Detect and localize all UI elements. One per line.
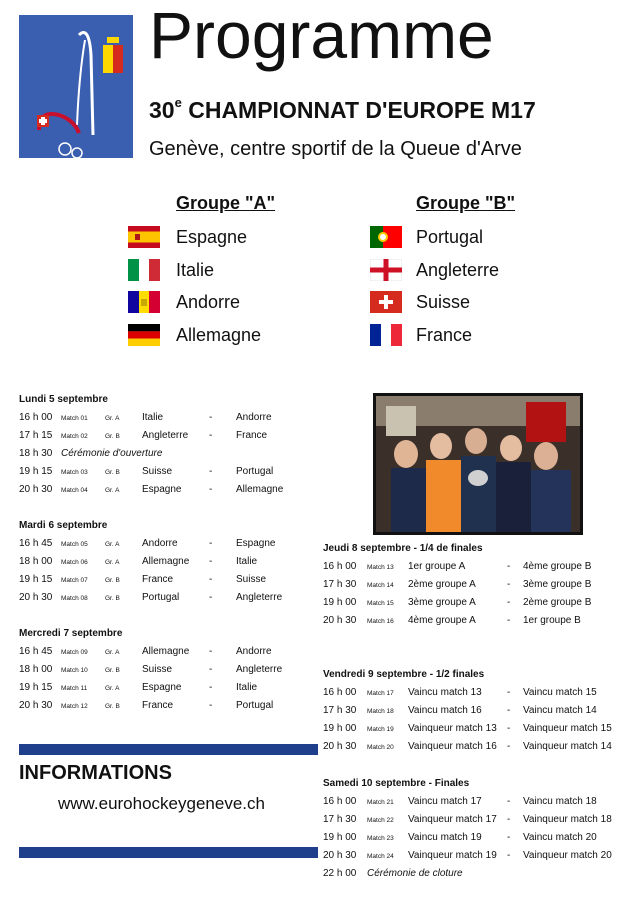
match-home: Vaincu match 16 — [408, 705, 482, 716]
match-separator: - — [507, 796, 511, 807]
andorra-flag-icon — [128, 291, 160, 313]
match-time: 20 h 30 — [19, 592, 53, 603]
match-away: 2ème groupe B — [523, 597, 592, 608]
match-separator: - — [209, 430, 213, 441]
day-heading: Jeudi 8 septembre - 1/4 de finales — [323, 543, 483, 554]
match-home: Vainqueur match 19 — [408, 850, 497, 861]
championship-subtitle: 30e CHAMPIONNAT D'EUROPE M17 — [149, 95, 536, 123]
match-time: 18 h 00 — [19, 664, 53, 675]
match-separator: - — [507, 741, 511, 752]
match-separator: - — [209, 538, 213, 549]
group-a-team: Espagne — [176, 227, 248, 247]
match-home: France — [142, 700, 174, 711]
match-away: Portugal — [236, 700, 274, 711]
match-number: Match 11 — [61, 685, 88, 692]
match-away: Angleterre — [236, 664, 283, 675]
match-separator: - — [209, 700, 213, 711]
match-home: Portugal — [142, 592, 180, 603]
match-time: 16 h 45 — [19, 538, 53, 549]
match-time: 20 h 30 — [19, 484, 53, 495]
match-time: 17 h 30 — [323, 705, 357, 716]
match-away: Italie — [236, 556, 258, 567]
match-away: Vaincu match 18 — [523, 796, 597, 807]
match-number: Match 07 — [61, 577, 88, 584]
match-separator: - — [209, 466, 213, 477]
match-separator: - — [209, 484, 213, 495]
match-home: Suisse — [142, 664, 173, 675]
match-group: Gr. B — [105, 433, 120, 440]
match-group: Gr. B — [105, 595, 120, 602]
group-b-team: France — [416, 325, 473, 345]
match-away: Vainqueur match 15 — [523, 723, 612, 734]
match-away: France — [236, 430, 268, 441]
group-b-team: Suisse — [416, 292, 471, 312]
divider-bar — [19, 744, 318, 755]
match-separator: - — [507, 850, 511, 861]
match-home: Allemagne — [142, 556, 190, 567]
match-number: Match 04 — [61, 487, 88, 494]
match-time: 16 h 00 — [323, 687, 357, 698]
match-time: 19 h 15 — [19, 574, 53, 585]
match-time: 16 h 00 — [323, 796, 357, 807]
match-time: 16 h 45 — [19, 646, 53, 657]
match-time: 20 h 30 — [323, 741, 357, 752]
group-b-title: Groupe "B" — [416, 193, 516, 213]
match-number: Match 08 — [61, 595, 88, 602]
match-number: Match 14 — [367, 582, 394, 589]
match-number: Match 09 — [61, 649, 88, 656]
team-photo — [373, 393, 583, 535]
match-group: Gr. A — [105, 487, 120, 494]
match-home: Vaincu match 19 — [408, 832, 482, 843]
match-away: Vainqueur match 18 — [523, 814, 612, 825]
match-time: 20 h 30 — [323, 615, 357, 626]
venue: Genève, centre sportif de la Queue d'Arve — [149, 138, 522, 160]
match-separator: - — [209, 592, 213, 603]
spain-flag-icon — [128, 226, 160, 248]
match-home: 4ème groupe A — [408, 615, 476, 626]
match-number: Match 16 — [367, 618, 394, 625]
logo-graphic — [19, 15, 133, 158]
match-group: Gr. A — [105, 541, 120, 548]
match-number: Match 03 — [61, 469, 88, 476]
match-number: Match 06 — [61, 559, 88, 566]
match-home: 1er groupe A — [408, 561, 466, 572]
match-number: Match 15 — [367, 600, 394, 607]
portugal-flag-icon — [370, 226, 402, 248]
group-a-team: Andorre — [176, 292, 241, 312]
match-number: Match 19 — [367, 726, 394, 733]
match-number: Match 10 — [61, 667, 88, 674]
group-a-team: Allemagne — [176, 325, 262, 345]
match-home: Andorre — [142, 538, 178, 549]
match-away: Vaincu match 15 — [523, 687, 597, 698]
group-b-team: Angleterre — [416, 260, 500, 280]
info-title: INFORMATIONS — [19, 762, 172, 784]
match-home: Suisse — [142, 466, 173, 477]
match-away: Portugal — [236, 466, 274, 477]
england-flag-icon — [370, 259, 402, 281]
match-away: Suisse — [236, 574, 267, 585]
match-away: Allemagne — [236, 484, 284, 495]
match-home: Espagne — [142, 682, 182, 693]
divider-bar — [19, 847, 318, 858]
match-time: 17 h 15 — [19, 430, 53, 441]
match-separator: - — [209, 412, 213, 423]
group-a-team: Italie — [176, 260, 215, 280]
match-group: Gr. B — [105, 667, 120, 674]
day-heading: Mardi 6 septembre — [19, 520, 108, 531]
ceremony-event: Cérémonie d'ouverture — [61, 448, 163, 459]
match-number: Match 22 — [367, 817, 394, 824]
match-home: 2ème groupe A — [408, 579, 476, 590]
match-separator: - — [507, 561, 511, 572]
match-home: 3ème groupe A — [408, 597, 476, 608]
match-away: Angleterre — [236, 592, 283, 603]
match-time: 16 h 00 — [323, 561, 357, 572]
match-number: Match 05 — [61, 541, 88, 548]
match-group: Gr. B — [105, 577, 120, 584]
match-number: Match 18 — [367, 708, 394, 715]
team-photo-image — [376, 396, 580, 532]
match-separator: - — [507, 687, 511, 698]
website-link[interactable]: www.eurohockeygeneve.ch — [58, 794, 265, 813]
match-away: 4ème groupe B — [523, 561, 592, 572]
match-separator: - — [507, 579, 511, 590]
match-away: Vaincu match 20 — [523, 832, 597, 843]
match-number: Match 01 — [61, 415, 88, 422]
match-group: Gr. A — [105, 685, 120, 692]
ceremony-event: Cérémonie de cloture — [367, 868, 463, 879]
match-time: 17 h 30 — [323, 814, 357, 825]
match-time: 18 h 30 — [19, 448, 53, 459]
group-b-team: Portugal — [416, 227, 484, 247]
match-separator: - — [209, 574, 213, 585]
match-number: Match 21 — [367, 799, 394, 806]
match-away: Andorre — [236, 412, 272, 423]
match-home: Vainqueur match 13 — [408, 723, 497, 734]
match-separator: - — [209, 646, 213, 657]
match-away: Andorre — [236, 646, 272, 657]
match-group: Gr. A — [105, 559, 120, 566]
page-title: Programme — [149, 0, 494, 72]
match-separator: - — [209, 664, 213, 675]
match-number: Match 12 — [61, 703, 88, 710]
match-separator: - — [507, 723, 511, 734]
day-heading: Samedi 10 septembre - Finales — [323, 778, 470, 789]
match-number: Match 23 — [367, 835, 394, 842]
day-heading: Lundi 5 septembre — [19, 394, 108, 405]
match-time: 17 h 30 — [323, 579, 357, 590]
match-number: Match 24 — [367, 853, 394, 860]
match-time: 19 h 15 — [19, 466, 53, 477]
match-home: France — [142, 574, 174, 585]
match-home: Vaincu match 13 — [408, 687, 482, 698]
match-time: 16 h 00 — [19, 412, 53, 423]
match-separator: - — [209, 682, 213, 693]
match-separator: - — [507, 615, 511, 626]
match-away: Vainqueur match 20 — [523, 850, 612, 861]
match-number: Match 20 — [367, 744, 394, 751]
match-away: Vainqueur match 14 — [523, 741, 612, 752]
match-away: Italie — [236, 682, 258, 693]
match-away: Espagne — [236, 538, 276, 549]
match-home: Vaincu match 17 — [408, 796, 482, 807]
match-home: Italie — [142, 412, 164, 423]
switzerland-flag-icon — [370, 291, 402, 313]
match-separator: - — [507, 705, 511, 716]
match-home: Allemagne — [142, 646, 190, 657]
match-time: 19 h 00 — [323, 723, 357, 734]
match-number: Match 02 — [61, 433, 88, 440]
match-group: Gr. B — [105, 469, 120, 476]
match-home: Vainqueur match 16 — [408, 741, 497, 752]
match-separator: - — [507, 832, 511, 843]
match-away: 1er groupe B — [523, 615, 581, 626]
match-time: 19 h 00 — [323, 832, 357, 843]
match-group: Gr. B — [105, 703, 120, 710]
match-separator: - — [507, 814, 511, 825]
match-home: Vainqueur match 17 — [408, 814, 497, 825]
france-flag-icon — [370, 324, 402, 346]
match-separator: - — [209, 556, 213, 567]
match-time: 20 h 30 — [323, 850, 357, 861]
match-home: Espagne — [142, 484, 182, 495]
match-time: 18 h 00 — [19, 556, 53, 567]
match-home: Angleterre — [142, 430, 189, 441]
match-time: 22 h 00 — [323, 868, 357, 879]
day-heading: Vendredi 9 septembre - 1/2 finales — [323, 669, 485, 680]
match-group: Gr. A — [105, 415, 120, 422]
italy-flag-icon — [128, 259, 160, 281]
match-separator: - — [507, 597, 511, 608]
match-away: Vaincu match 14 — [523, 705, 597, 716]
match-group: Gr. A — [105, 649, 120, 656]
event-logo — [19, 15, 133, 158]
germany-flag-icon — [128, 324, 160, 346]
match-away: 3ème groupe B — [523, 579, 592, 590]
match-number: Match 17 — [367, 690, 394, 697]
group-a-title: Groupe "A" — [176, 193, 276, 213]
match-time: 19 h 15 — [19, 682, 53, 693]
match-time: 19 h 00 — [323, 597, 357, 608]
match-number: Match 13 — [367, 564, 394, 571]
match-time: 20 h 30 — [19, 700, 53, 711]
day-heading: Mercredi 7 septembre — [19, 628, 123, 639]
